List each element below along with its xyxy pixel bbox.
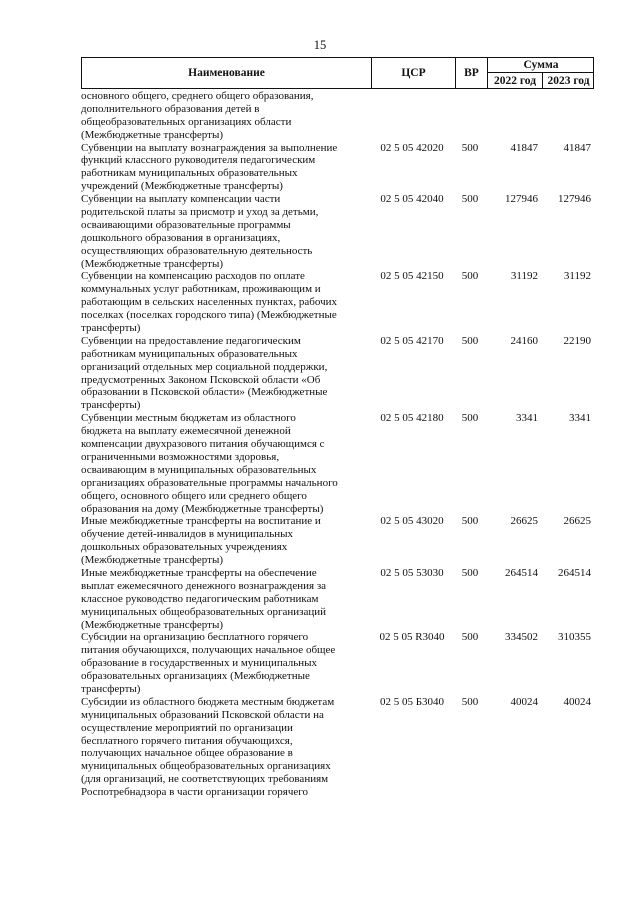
row-vr: 500 — [461, 515, 479, 528]
row-vr: 500 — [461, 566, 479, 579]
row-value-2023: 264514 — [558, 566, 591, 579]
row-code: 02 5 05 R3040 — [379, 631, 445, 644]
row-name-line: предусмотренных Законом Псковской области «Об — [81, 373, 321, 386]
row-name-line: Роспотребнадзора в части организации горячего — [81, 786, 309, 799]
row-name-line: обучение детей-инвалидов в муниципальных — [81, 528, 294, 541]
row-code: 02 5 05 42020 — [380, 141, 444, 154]
row-name-line: Иные межбюджетные трансферты на обеспечение — [81, 566, 317, 579]
row-code: 02 5 05 42040 — [380, 193, 444, 206]
row-name — [81, 193, 363, 270]
header-code: ЦСР — [371, 58, 455, 88]
row-name-line: функций классного руководителя педагогическим — [81, 154, 316, 167]
row-name-line: образование в государственных и муниципальных — [81, 657, 317, 670]
row-code: 02 5 05 42180 — [380, 412, 444, 425]
row-value-2023: 310355 — [558, 631, 591, 644]
row-name — [81, 696, 363, 799]
row-name — [81, 335, 363, 412]
row-value-2022: 24160 — [510, 334, 538, 347]
row-value-2022: 127946 — [505, 193, 538, 206]
row-name-line: общеобразовательных организациях области — [81, 115, 292, 128]
row-code: 02 5 05 42170 — [380, 334, 444, 347]
row-name-line: классное руководство педагогическим работникам — [81, 592, 319, 605]
row-code: 02 5 05 Б3040 — [379, 695, 445, 708]
row-value-2022: 334502 — [505, 631, 538, 644]
row-value-2023: 40024 — [563, 695, 591, 708]
row-name-line: работникам муниципальных образовательных — [81, 347, 298, 360]
row-value-2022: 40024 — [510, 695, 538, 708]
row-name-line: трансферты) — [81, 399, 141, 412]
row-code: 02 5 05 53030 — [380, 566, 444, 579]
row-name-line: компенсации двухразового питания обучающимся с — [81, 438, 325, 451]
table-header — [81, 57, 594, 89]
row-name-line: образования на дому (Межбюджетные трансферты) — [81, 502, 324, 515]
row-name-line: осуществляющих образовательную деятельность — [81, 244, 313, 257]
row-name — [81, 270, 363, 334]
row-name-line: муниципальных общеобразовательных организаций — [81, 605, 327, 618]
row-name-line: дошкольных образовательных учреждениях — [81, 541, 288, 554]
row-vr: 500 — [461, 141, 479, 154]
header-name: Наименование — [188, 67, 265, 79]
row-name-line: учреждений (Межбюджетные трансферты) — [81, 180, 283, 193]
row-value-2023: 127946 — [558, 193, 591, 206]
row-vr: 500 — [461, 270, 479, 283]
row-name-line: организаций отдельных мер социальной поддержки, — [81, 360, 328, 373]
row-value-2023: 41847 — [563, 141, 591, 154]
row-value-2023: 3341 — [569, 412, 591, 425]
row-name — [81, 142, 363, 194]
row-name — [81, 631, 363, 695]
row-name-line: муниципальных общеобразовательных организациях — [81, 760, 331, 773]
row-name-line: Субвенции на компенсацию расходов по оплате — [81, 270, 305, 283]
row-value-2023: 31192 — [563, 270, 591, 283]
row-name-line: питания обучающихся, получающих начальное общее — [81, 644, 336, 657]
table-row — [81, 335, 594, 412]
row-name-line: Субвенции на предоставление педагогическим — [81, 334, 301, 347]
row-name-line: дошкольного образования в организациях, — [81, 231, 281, 244]
row-name-line: родительской платы за присмотр и уход за детьми, — [81, 206, 319, 219]
table-row — [81, 142, 594, 194]
row-value-2022: 31192 — [510, 270, 538, 283]
row-name-line: (Межбюджетные трансферты) — [81, 554, 223, 567]
row-name-line: трансферты) — [81, 322, 141, 335]
row-vr: 500 — [461, 412, 479, 425]
row-name-line: осуществление мероприятий по организации — [81, 721, 293, 734]
row-vr: 500 — [461, 193, 479, 206]
table-row — [81, 631, 594, 695]
row-name-line: трансферты) — [81, 682, 141, 695]
table-row — [81, 90, 594, 142]
row-name-line: осваивающими образовательные программы — [81, 218, 291, 231]
row-name-line: бюджета на выплату ежемесячной денежной — [81, 425, 291, 438]
row-name — [81, 515, 363, 567]
row-name-line: муниципальных образований Псковской области на — [81, 708, 324, 721]
row-value-2023: 26625 — [563, 515, 591, 528]
row-name-line: Субвенции местным бюджетам из областного — [81, 412, 296, 425]
table-row — [81, 696, 594, 799]
row-name-line: образовании в Псковской области» (Межбюджетные — [81, 386, 328, 399]
row-name-line: образовательных организациях (Межбюджетные — [81, 670, 310, 683]
row-name-line: Субвенции на выплату вознаграждения за выполнение — [81, 141, 338, 154]
header-sum: Сумма — [487, 58, 594, 73]
table-row — [81, 270, 594, 334]
table-row — [81, 515, 594, 567]
row-name-line: (Межбюджетные трансферты) — [81, 618, 223, 631]
row-name-line: получающих начальное общее образование в — [81, 747, 293, 760]
row-name-line: работникам муниципальных образовательных — [81, 167, 298, 180]
row-value-2022: 264514 — [505, 566, 538, 579]
row-name-line: поселках (поселках городского типа) (Межбюджетные — [81, 309, 337, 322]
row-name-line: организациях образовательные программы начального — [81, 476, 338, 489]
page-number: 15 — [313, 38, 327, 52]
row-name-line: бесплатного горячего питания обучающихся, — [81, 734, 293, 747]
header-vr: ВР — [455, 58, 487, 88]
row-name — [81, 412, 363, 515]
row-name-line: коммунальных услуг работникам, проживающим и — [81, 283, 321, 296]
row-value-2023: 22190 — [563, 334, 591, 347]
row-name-line: общего, основного общего или среднего общего — [81, 489, 307, 502]
row-code: 02 5 05 42150 — [380, 270, 444, 283]
row-value-2022: 3341 — [516, 412, 538, 425]
row-vr: 500 — [461, 695, 479, 708]
row-name-line: Субсидии из областного бюджета местным бюджетам — [81, 695, 335, 708]
row-name-line: (Межбюджетные трансферты) — [81, 257, 223, 270]
row-name-line: (Межбюджетные трансферты) — [81, 128, 223, 141]
row-name-line: работающим в сельских населенных пунктах, рабочих — [81, 296, 338, 309]
row-name-line: осваивающим в муниципальных образовательных — [81, 463, 317, 476]
table-row — [81, 567, 594, 631]
row-name-line: основного общего, среднего общего образования, — [81, 90, 314, 102]
row-name — [81, 90, 363, 142]
row-name-line: Субсидии на организацию бесплатного горячего — [81, 631, 309, 644]
row-value-2022: 26625 — [510, 515, 538, 528]
table-body — [81, 90, 594, 799]
row-name-line: Субвенции на выплату компенсации части — [81, 193, 281, 206]
row-name-line: Иные межбюджетные трансферты на воспитание и — [81, 515, 321, 528]
row-vr: 500 — [461, 631, 479, 644]
header-year-2023: 2023 год — [542, 73, 594, 88]
row-value-2022: 41847 — [510, 141, 538, 154]
row-name-line: дополнительного образования детей в — [81, 102, 260, 115]
row-name — [81, 567, 363, 631]
header-year-2022: 2022 год — [487, 73, 542, 88]
row-name-line: ограниченными возможностями здоровья, — [81, 450, 280, 463]
row-name-line: выплат ежемесячного денежного вознаграждения за — [81, 579, 327, 592]
table-row — [81, 193, 594, 270]
row-vr: 500 — [461, 334, 479, 347]
row-name-line: (для организаций, не соответствующих требованиям — [81, 773, 329, 786]
row-code: 02 5 05 43020 — [380, 515, 444, 528]
table-row — [81, 412, 594, 515]
